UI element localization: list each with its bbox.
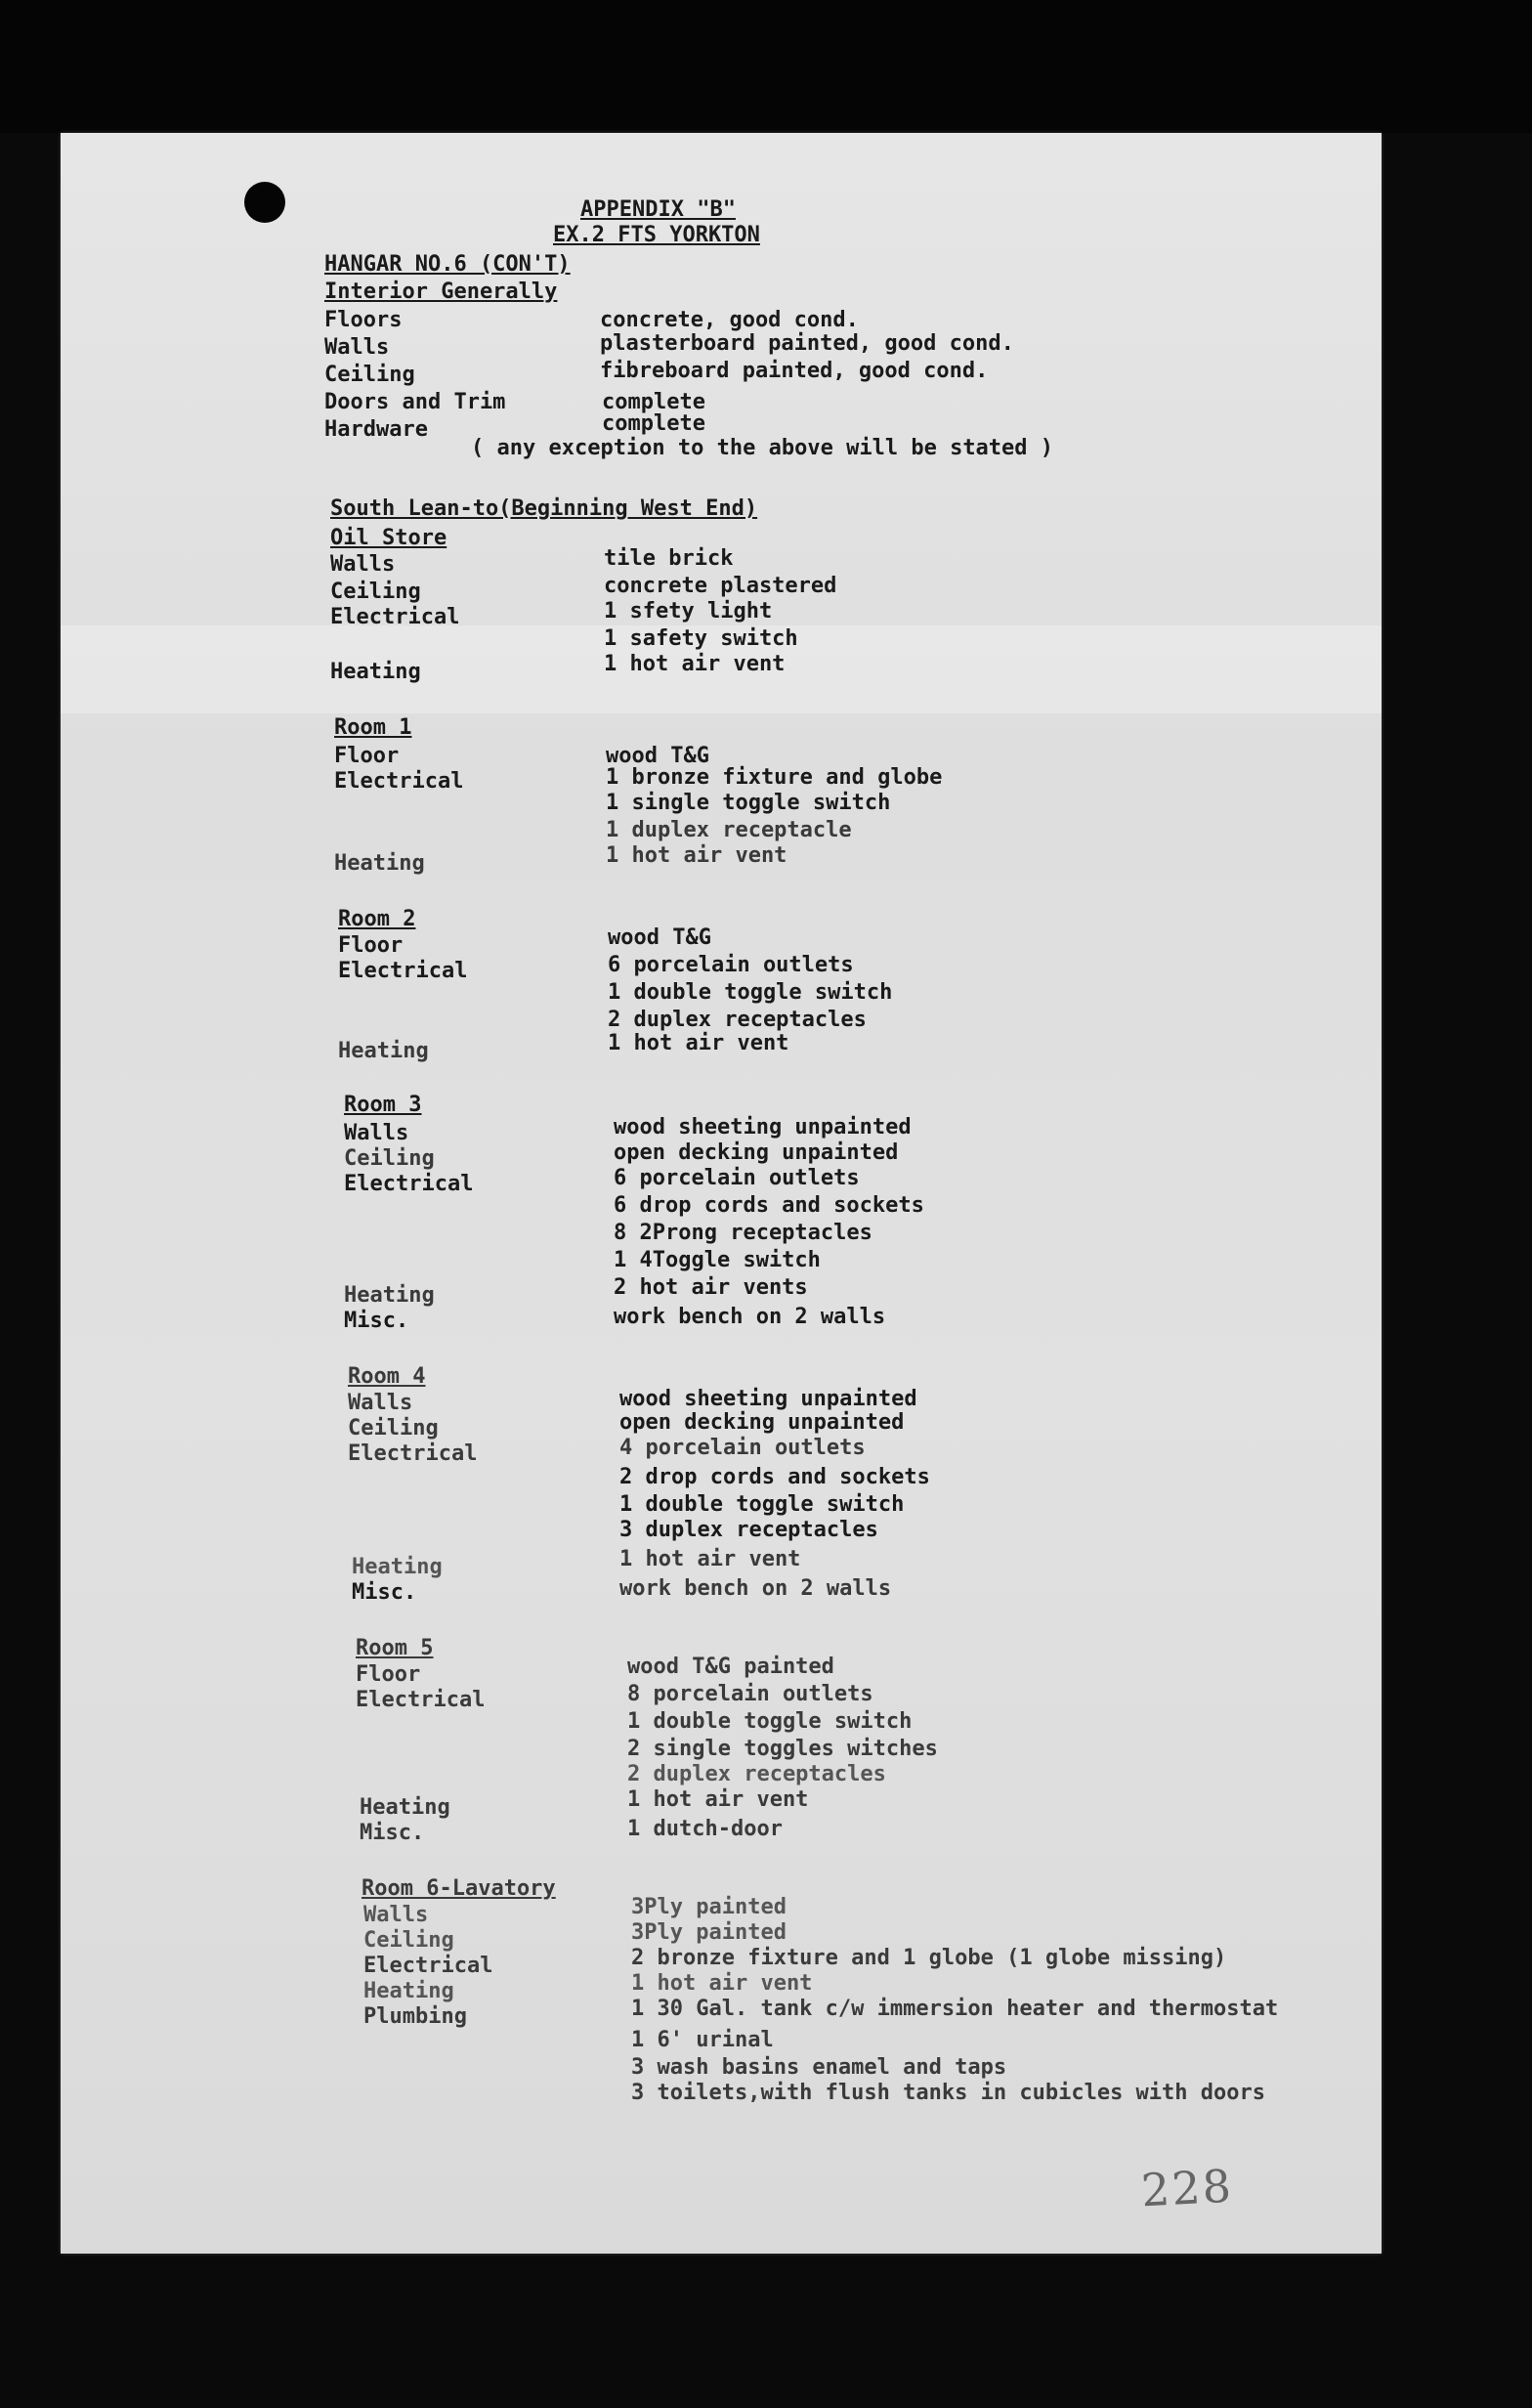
row-value: 8 2Prong receptacles [614, 1221, 872, 1245]
room-5-title: Room 5 [356, 1636, 434, 1660]
room-6-title: Room 6-Lavatory [362, 1876, 556, 1901]
row-value: 1 safety switch [604, 626, 798, 651]
row-label: Floors [324, 308, 403, 332]
appendix-title: APPENDIX "B" [580, 197, 736, 222]
row-label: Misc. [360, 1821, 425, 1845]
row-label: Electrical [330, 605, 460, 629]
room-4-title: Room 4 [348, 1364, 426, 1389]
row-label: Heating [344, 1283, 435, 1308]
row-label: Floor [334, 744, 400, 768]
room-2-title: Room 2 [338, 907, 416, 931]
row-value: 6 porcelain outlets [608, 953, 854, 977]
row-value: open decking unpainted [619, 1410, 905, 1435]
row-label: Floor [356, 1662, 421, 1687]
row-label: Walls [330, 552, 396, 577]
row-value: 1 hot air vent [631, 1971, 813, 1996]
row-value: 1 dutch-door [627, 1817, 783, 1841]
row-label: Doors and Trim [324, 390, 506, 414]
row-label: Electrical [348, 1441, 478, 1466]
row-label: Ceiling [324, 363, 415, 387]
row-value: 1 hot air vent [606, 843, 787, 868]
row-value: 3Ply painted [631, 1895, 787, 1919]
row-value: 1 hot air vent [604, 652, 786, 676]
row-value: concrete plastered [604, 574, 837, 598]
row-value: 2 single toggles witches [627, 1737, 938, 1761]
row-value: 1 single toggle switch [606, 791, 891, 815]
row-value: 3 wash basins enamel and taps [631, 2055, 1007, 2080]
page-number: 228 [1139, 2159, 1235, 2217]
row-label: Heating [338, 1039, 429, 1063]
row-value: 1 30 Gal. tank c/w immersion heater and thermostat [631, 1997, 1279, 2021]
row-label: Electrical [356, 1688, 486, 1712]
row-value: 2 duplex receptacles [627, 1762, 886, 1786]
row-value: 1 6' urinal [631, 2028, 774, 2052]
row-label: Electrical [338, 959, 468, 983]
row-value: wood sheeting unpainted [619, 1387, 917, 1411]
row-value: work bench on 2 walls [619, 1576, 892, 1601]
row-value: 1 4Toggle switch [614, 1248, 821, 1272]
row-value: 1 duplex receptacle [606, 818, 852, 842]
row-value: 1 double toggle switch [619, 1492, 905, 1517]
row-value: wood sheeting unpainted [614, 1115, 912, 1140]
row-label: Walls [324, 335, 390, 360]
hangar-title: HANGAR NO.6 (CON'T) [324, 252, 571, 277]
row-label: Heating [363, 1979, 454, 2003]
row-value: 1 double toggle switch [627, 1709, 913, 1734]
row-label: Electrical [363, 1954, 493, 1978]
row-value: 1 bronze fixture and globe [606, 765, 943, 790]
row-value: open decking unpainted [614, 1140, 899, 1165]
row-value: 3 toilets,with flush tanks in cubicles with doors [631, 2081, 1266, 2105]
row-label: Heating [334, 851, 425, 876]
row-value: 4 porcelain outlets [619, 1436, 866, 1460]
row-value: tile brick [604, 546, 734, 571]
row-label: Ceiling [344, 1146, 435, 1171]
row-value: wood T&G painted [627, 1655, 834, 1679]
row-value: 1 hot air vent [608, 1031, 789, 1055]
row-label: Walls [348, 1391, 413, 1415]
row-label: Misc. [352, 1580, 417, 1605]
row-value: work bench on 2 walls [614, 1305, 886, 1329]
row-value: 1 sfety light [604, 599, 773, 624]
row-value: concrete, good cond. [600, 308, 859, 332]
interior-note: ( any exception to the above will be stated ) [471, 436, 1054, 460]
row-value: 3Ply painted [631, 1920, 787, 1945]
row-label: Ceiling [330, 580, 421, 604]
row-value: 1 hot air vent [619, 1547, 801, 1571]
row-label: Electrical [334, 769, 464, 794]
document-subtitle: EX.2 FTS YORKTON [553, 223, 760, 247]
row-value: 1 hot air vent [627, 1787, 809, 1812]
row-label: Misc. [344, 1309, 409, 1333]
row-label: Walls [344, 1121, 409, 1145]
oil-store-title: Oil Store [330, 526, 447, 550]
row-label: Ceiling [363, 1928, 454, 1953]
row-value: 3 duplex receptacles [619, 1518, 878, 1542]
row-label: Heating [360, 1795, 450, 1820]
row-value: complete [602, 411, 705, 436]
row-label: Ceiling [348, 1416, 439, 1440]
room-3-title: Room 3 [344, 1093, 422, 1117]
row-value: 6 drop cords and sockets [614, 1193, 924, 1218]
interior-title: Interior Generally [324, 280, 558, 304]
row-value: 2 bronze fixture and 1 globe (1 globe missing) [631, 1946, 1227, 1970]
row-label: Plumbing [363, 2004, 467, 2029]
row-label: Walls [363, 1903, 429, 1927]
row-value: 2 duplex receptacles [608, 1008, 867, 1032]
row-value: 2 hot air vents [614, 1275, 808, 1300]
row-label: Electrical [344, 1172, 474, 1196]
row-value: 1 double toggle switch [608, 980, 893, 1005]
row-label: Heating [352, 1555, 443, 1579]
row-value: complete [602, 390, 705, 414]
row-value: wood T&G [608, 925, 711, 950]
row-value: 8 porcelain outlets [627, 1682, 873, 1706]
row-value: fibreboard painted, good cond. [600, 359, 989, 383]
row-value: 2 drop cords and sockets [619, 1465, 930, 1489]
row-value: plasterboard painted, good cond. [600, 331, 1014, 356]
row-value: wood T&G [606, 744, 709, 768]
south-lean-to-title: South Lean-to(Beginning West End) [330, 496, 758, 521]
row-label: Hardware [324, 417, 428, 442]
room-1-title: Room 1 [334, 715, 412, 740]
row-label: Heating [330, 660, 421, 684]
row-value: 6 porcelain outlets [614, 1166, 860, 1190]
row-label: Floor [338, 933, 404, 958]
